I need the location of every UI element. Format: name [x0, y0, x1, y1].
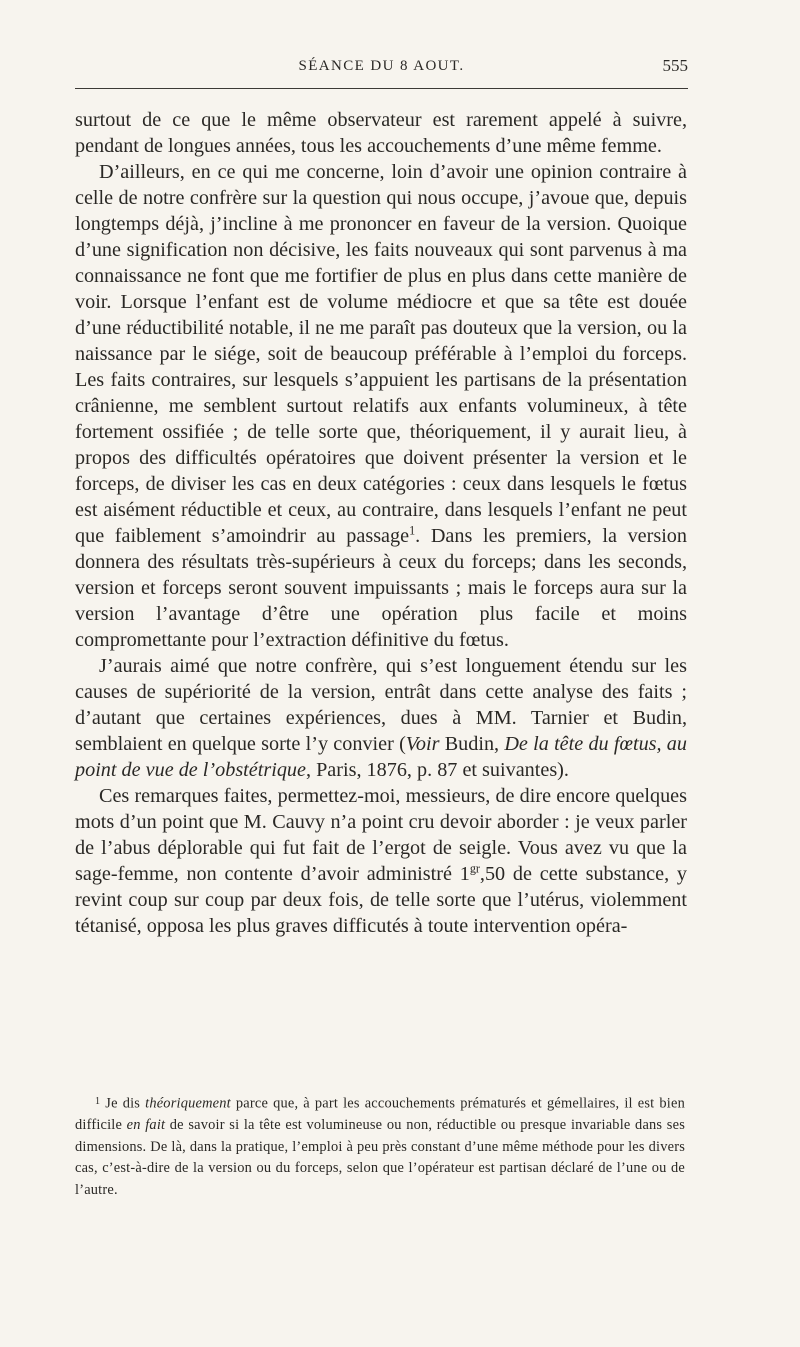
- footnote-mark: 1: [95, 1096, 101, 1107]
- page-number: 555: [662, 56, 688, 75]
- paragraph-1: surtout de ce que le même observateur est rarement appelé à suivre, pendant de longues années, tous les accouchements d’une même femme.: [75, 109, 687, 157]
- paragraph-4-text-a: Ces remarques faites, permettez-moi, messieurs, de dire encore quelques mots d’un point que M. Cauvy n’a point cru devoir aborder : je veux parler de l’abus déplorable qui fut fait de l’ergot de seigle. Vous avez vu que la sage-femme, non contente d’avoir administré 1: [75, 785, 687, 885]
- unit-superscript: gr: [469, 861, 480, 876]
- paragraph-2: [75, 159, 687, 653]
- footnote-italic-2: en fait: [126, 1117, 166, 1134]
- footnote-text-c: de savoir si la tête est volumineuse ou non, réductible ou presque invariable dans ses dimensions. De là, dans la pratique, l’emploi à peu près constant d’une même méthode pour les divers cas, c’est-à-dire de la version ou du forceps, selon que l’opérateur est partisan déclaré de l’une ou de l’autre.: [75, 1117, 685, 1198]
- footnote-italic-1: théoriquement: [145, 1095, 231, 1112]
- running-title: SÉANCE DU 8 AOUT.: [298, 58, 465, 74]
- footnote-1: [75, 1091, 685, 1201]
- citation-voir: Voir: [405, 733, 440, 755]
- citation-title: De la tête du fœtus, au point de vue de l’obstétrique: [75, 733, 687, 781]
- paragraph-2-text-a: D’ailleurs, en ce qui me concerne, loin d’avoir une opinion contraire à celle de notre confrère sur la question qui nous occupe, j’avoue que, depuis longtemps déjà, j’incline à me prononcer en faveur de la version. Quoique d’une signification non décisive, les faits nouveaux qui sont parvenus à ma connaissance ne font que me fortifier de plus en plus dans cette manière de voir. Lorsque l’enfant est de volume médiocre et que sa tête est douée d’une réductibilité notable, il ne me paraît pas douteux que la version, ou la naissance par le siége, soit de beaucoup préférable à l’emploi du forceps. Les faits contraires, sur lesquels s’appuient les partisans de la présentation crânienne, me semblent surtout relatifs aux enfants volumineux, à tête fortement ossifiée ; de telle sorte que, théoriquement, il y aurait lieu, à propos des difficultés opératoires que doivent présenter la version et le forceps, de diviser les cas en deux catégories : ceux dans lesquels le fœtus est aisément réductible et ceux, au contraire, dans lesquels l’enfant ne peut que faiblement s’amoindrir au passage: [75, 161, 687, 547]
- paragraph-3-text-c: , Paris, 1876, p. 87 et suivantes).: [305, 759, 569, 781]
- paragraph-2-text-b: . Dans les premiers, la version donnera des résultats très-supérieurs à ceux du forceps; dans les seconds, version et forceps seront souvent impuissants ; mais le forceps aura sur la version l’avantage d’être une opération plus facile et moins compromettante pour l’extraction définitive du fœtus.: [75, 525, 687, 651]
- paragraph-4-text-b: ,50 de cette substance, y revint coup sur coup par deux fois, de telle sorte que l’utérus, violemment tétanisé, opposa les plus graves difficutés à toute intervention opéra-: [75, 863, 687, 937]
- main-text: [75, 107, 687, 939]
- paragraph-4: [75, 783, 687, 939]
- footnote-text-a: Je dis: [100, 1095, 146, 1112]
- footnote-reference: 1: [409, 523, 416, 538]
- page-header: [75, 54, 688, 84]
- paragraph-3-text-b: Budin,: [439, 733, 505, 755]
- header-rule: [75, 88, 688, 89]
- footnote-text-b: parce que, à part les accouchements prématurés et gémellaires, il est bien difficile: [75, 1095, 685, 1134]
- footnotes: [75, 1091, 685, 1201]
- paragraph-3-text-a: J’aurais aimé que notre confrère, qui s’est longuement étendu sur les causes de supériorité de la version, entrât dans cette analyse des faits ; d’autant que certaines expériences, dues à MM. Tarnier et Budin, semblaient en quelque sorte l’y convier (: [75, 655, 687, 755]
- paragraph-3: [75, 653, 687, 783]
